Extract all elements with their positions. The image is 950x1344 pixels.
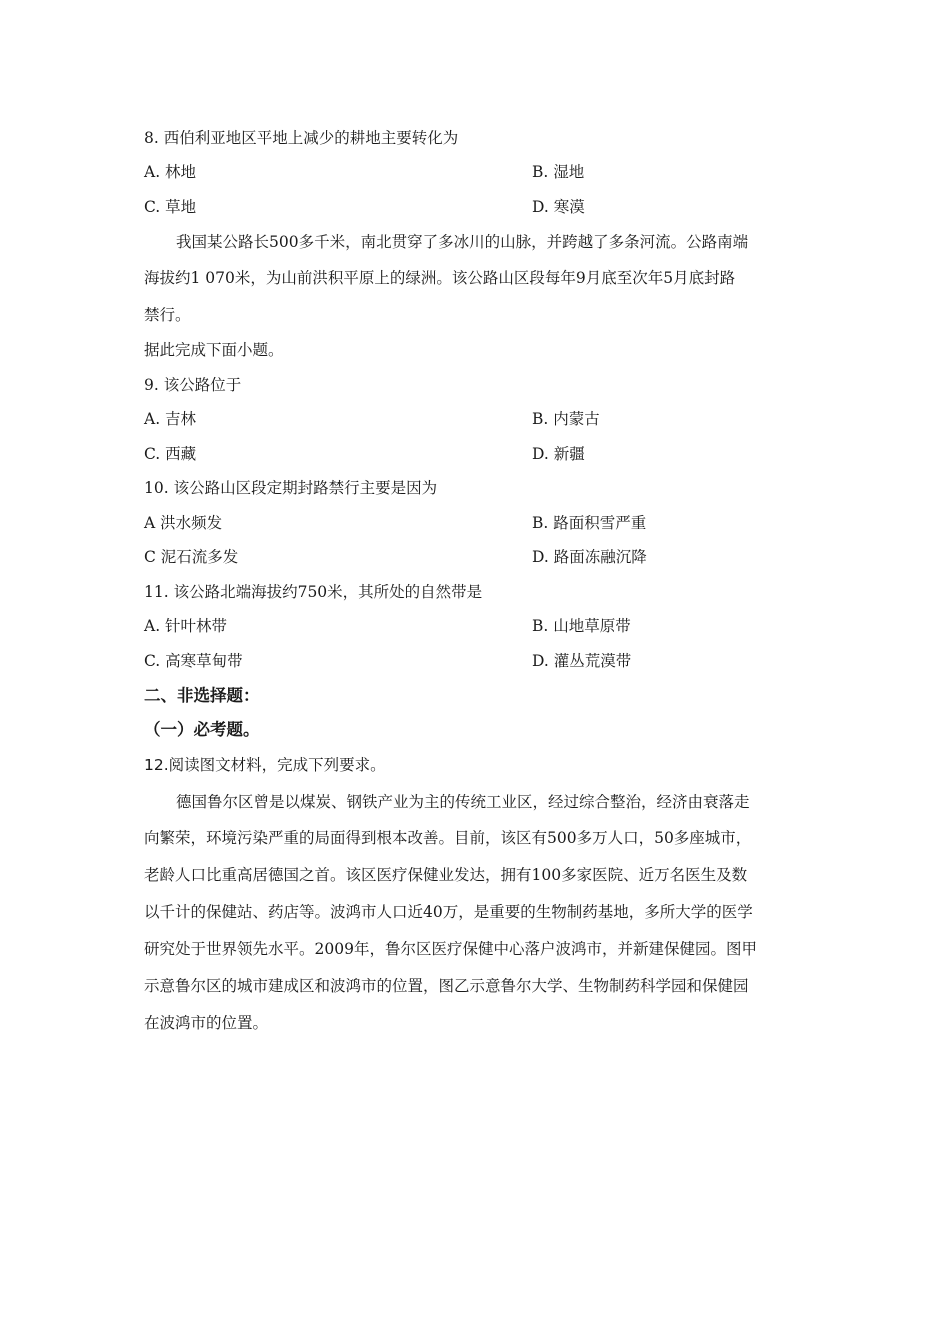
question-9-option-b: B. 内蒙古: [532, 410, 600, 428]
passage-1-line-3: 禁行。: [144, 306, 191, 324]
passage-2-line-6: 示意鲁尔区的城市建成区和波鸿市的位置，图乙示意鲁尔大学、生物制药科学园和保健园: [144, 977, 749, 995]
passage-2-line-2: 向繁荣，环境污染严重的局面得到根本改善。目前，该区有500多万人口，50多座城市，: [144, 829, 752, 847]
question-8-option-d: D. 寒漠: [532, 198, 585, 216]
question-8-option-b: B. 湿地: [532, 163, 585, 181]
question-10-option-c: C 泥石流多发: [144, 548, 239, 566]
section-2-title: 二、非选择题：: [144, 686, 260, 705]
passage-2-line-1: 德国鲁尔区曾是以煤炭、钢铁产业为主的传统工业区，经过综合整治，经济由衰落走: [176, 793, 750, 811]
passage-1-line-1: 我国某公路长500多千米，南北贯穿了多冰川的山脉，并跨越了多条河流。公路南端: [176, 233, 749, 251]
question-8-option-a: A. 林地: [144, 163, 197, 181]
passage-1-line-2: 海拔约1 070米，为山前洪积平原上的绿洲。该公路山区段每年9月底至次年5月底封路: [144, 269, 736, 287]
question-9-option-d: D. 新疆: [532, 445, 585, 463]
question-12-stem: 12.阅读图文材料，完成下列要求。: [144, 756, 386, 774]
question-11-option-d: D. 灌丛荒漠带: [532, 652, 632, 670]
passage-2-line-7: 在波鸿市的位置。: [144, 1014, 269, 1032]
question-11-option-a: A. 针叶林带: [144, 617, 228, 635]
question-9-option-c: C. 西藏: [144, 445, 197, 463]
passage-1-instruction: 据此完成下面小题。: [144, 341, 284, 359]
question-10-option-d: D. 路面冻融沉降: [532, 548, 647, 566]
question-8-option-c: C. 草地: [144, 198, 197, 216]
question-11-option-c: C. 高寒草甸带: [144, 652, 243, 670]
question-8-stem: 8. 西伯利亚地区平地上减少的耕地主要转化为: [144, 129, 459, 147]
passage-2-line-4: 以千计的保健站、药店等。波鸿市人口近40万，是重要的生物制药基地，多所大学的医学: [144, 903, 753, 921]
question-10-option-b: B. 路面积雪严重: [532, 514, 647, 532]
passage-2-line-5: 研究处于世界领先水平。2009年，鲁尔区医疗保健中心落户波鸿市，并新建保健园。图甲: [144, 940, 757, 958]
question-9-stem: 9. 该公路位于: [144, 376, 242, 394]
question-11-stem: 11. 该公路北端海拔约750米，其所处的自然带是: [144, 583, 483, 601]
question-10-stem: 10. 该公路山区段定期封路禁行主要是因为: [144, 479, 438, 497]
question-11-option-b: B. 山地草原带: [532, 617, 631, 635]
section-2-subtitle: （一）必考题。: [144, 720, 260, 739]
question-10-option-a: A 洪水频发: [144, 514, 223, 532]
question-9-option-a: A. 吉林: [144, 410, 197, 428]
passage-2-line-3: 老龄人口比重高居德国之首。该区医疗保健业发达，拥有100多家医院、近万名医生及数: [144, 866, 748, 884]
